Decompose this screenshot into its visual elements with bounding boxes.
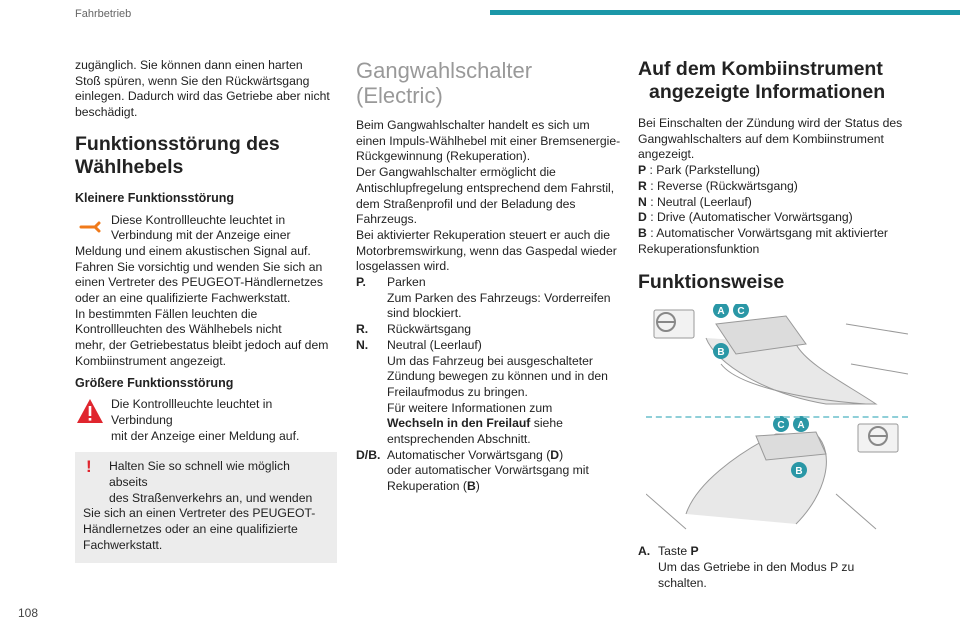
svg-text:B: B [795,466,803,478]
major-fault-paragraph: Die Kontrollleuchte leuchtet in Verbindung mit der Anzeige einer Meldung auf. [75,397,337,444]
column-left [75,58,337,563]
instrument-intro: Bei Einschalten der Zündung wird der Status des Gangwahlschalters auf dem Kombiinstrument angezeigt. [638,116,903,162]
svg-text:C: C [737,306,745,318]
wrench-icon [75,213,105,241]
page-number: 108 [18,606,39,620]
page-header [0,0,960,40]
list-item: A. Taste P Um das Getriebe in den Modus P zu schalten. [638,544,855,590]
section-heading-function: Funktionsweise [638,271,785,294]
warning-triangle-icon [75,397,105,425]
mode-list: P : Park (Parkstellung) R : Reverse (Rückwärtsgang) N : Neutral (Leerlauf) D : Drive (Automatischer Vorwärtsgang) B : Automatischer Vorwärtsgang mit aktivierter Rekuperationsfunktion [638,163,888,256]
section-heading-gear-selector: Gangwahlschalter (Electric) [356,58,533,108]
section-heading: Funktionsstörung des Wählhebels [75,132,280,178]
subheading-minor: Kleinere Funktionsstörung [75,190,235,205]
gear-selector-description: Beim Gangwahlschalter handelt es sich um einen Impuls-Wählhebel mit einer Bremsenergie- Rückgewinnung (Rekuperation). Der Gangwahlschalter ermöglicht die Antischlupfregelung entsprechend dem Fahrstil, dem Straßenprofil und der Beladung des Fahrzeugs. Bei aktivierter Rekuperation steuert er auch die Motorbremswirkung, wenn das Gaspedal wieder losgelassen wird. [356,118,621,274]
svg-text:B: B [717,347,725,359]
list-item: N. Neutral (Leerlauf) Um das Fahrzeug bei ausgeschalteter Zündung bewegen zu können und in den Freilaufmodus zu bringen. Für weitere Informationen zum Wechseln in den Freilauf siehe entsprechenden Abschnitt. [356,337,608,447]
intro-paragraph: zugänglich. Sie können dann einen harten Stoß spüren, wenn Sie den Rückwärtsgang einlegen. Dadurch wird das Getriebe aber nicht beschädigt. [75,58,330,120]
exclamation-icon: ! [86,457,92,477]
gear-selector-diagram [646,304,908,534]
section-title: Fahrbetrieb [75,8,132,20]
list-item: P. Parken Zum Parken des Fahrzeugs: Vorderreifen sind blockiert. [356,275,611,321]
subheading-major: Größere Funktionsstörung [75,375,234,390]
minor-fault-paragraph: Diese Kontrollleuchte leuchtet in Verbindung mit der Anzeige einer [75,213,337,244]
list-item: D/B. Automatischer Vorwärtsgang (D) oder automatischer Vorwärtsgang mit Rekuperation (B) [356,447,589,494]
column-right [638,58,908,591]
svg-text:A: A [797,420,805,432]
header-accent-bar [490,10,960,15]
cross-reference: Wechseln in den Freilauf [387,416,531,431]
warning-note: ! Halten Sie so schnell wie möglich abseits des Straßenverkehrs an, und wenden Sie sich an einen Vertreter des PEUGEOT- Händlernetzes oder an eine qualifizierte Fachwerkstatt. [75,452,337,562]
column-middle [356,58,624,495]
svg-text:A: A [717,306,725,318]
gear-definitions [356,275,624,495]
svg-text:C: C [777,420,785,432]
list-item: R. Rückwärtsgang [356,322,471,337]
diagram-divider [646,416,908,418]
minor-fault-text: Meldung und einem akustischen Signal auf. Fahren Sie vorsichtig und wenden Sie sich an einen Vertreter des PEUGEOT-Händlernetzes oder an eine qualifizierte Fachwerkstatt. In bestimmten Fällen leuchten die Kontrollleuchten des Wählhebels nicht mehr, der Getriebestatus bleibt jedoch auf dem Kombiinstrument angezeigt. [75,243,329,368]
section-heading-instrument: Auf dem Kombiinstrument angezeigte Informationen [638,58,886,103]
